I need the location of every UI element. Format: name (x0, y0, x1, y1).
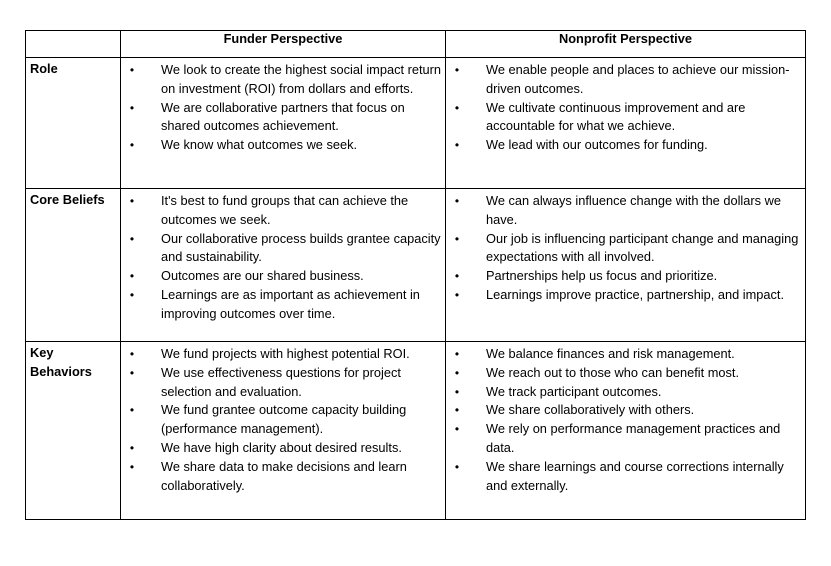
list-item (121, 230, 441, 268)
nonprofit-cell-core-beliefs (446, 189, 806, 342)
corner-cell (26, 31, 121, 58)
list-item (446, 136, 801, 155)
bullet-icon: • (129, 440, 135, 455)
bullet-icon: • (129, 194, 135, 208)
list-item-text: We know what outcomes we seek. (161, 137, 358, 153)
table-row (26, 189, 806, 342)
bullet-icon: • (454, 403, 460, 418)
list-item (121, 61, 441, 99)
list-item (121, 99, 441, 137)
list-item-text: Learnings are as important as achievement in improving outcomes over time. (161, 286, 420, 321)
bullet-icon: • (454, 287, 460, 302)
bullet-list (446, 342, 805, 495)
list-item (121, 458, 441, 496)
list-item (121, 401, 441, 439)
list-item-text: We have high clarity about desired results. (161, 439, 402, 455)
bullet-icon: • (454, 384, 460, 399)
funder-cell-key-behaviors (121, 342, 446, 520)
list-item-text: We cultivate continuous improvement and are accountable for what we achieve. (486, 99, 746, 134)
list-item (446, 364, 801, 383)
list-item (121, 345, 441, 364)
list-item (446, 383, 801, 402)
list-item-text: Outcomes are our shared business. (161, 268, 364, 284)
list-item-text: Partnerships help us focus and prioritize. (486, 268, 718, 284)
nonprofit-perspective-header: Nonprofit Perspective (446, 31, 806, 58)
bullet-icon: • (454, 194, 460, 208)
list-item (121, 364, 441, 402)
list-item-text: We rely on performance management practices and data. (486, 421, 781, 455)
list-item-text: We can always influence change with the dollars we have. (486, 193, 781, 227)
bullet-icon: • (454, 63, 460, 77)
bullet-icon: • (454, 231, 460, 246)
bullet-icon: • (454, 365, 460, 380)
bullet-icon: • (454, 138, 460, 153)
list-item-text: We are collaborative partners that focus on shared outcomes achievement. (161, 99, 405, 134)
list-item-text: We look to create the highest social impact return on investment (ROI) from dollars and efforts. (161, 62, 442, 96)
list-item-text: We balance finances and risk management. (486, 346, 735, 361)
header-row (26, 31, 806, 58)
table-row (26, 342, 806, 520)
list-item (121, 267, 441, 286)
bullet-icon: • (454, 422, 460, 437)
funder-cell-role (121, 58, 446, 189)
bullet-icon: • (454, 347, 460, 361)
list-item (121, 286, 441, 324)
list-item-text: We track participant outcomes. (486, 383, 662, 399)
bullet-icon: • (129, 138, 135, 153)
list-item-text: We lead with our outcomes for funding. (486, 137, 708, 153)
list-item-text: We fund projects with highest potential ROI. (161, 346, 410, 361)
list-item (446, 345, 801, 364)
list-item (446, 99, 801, 137)
bullet-icon: • (129, 459, 135, 474)
list-item (446, 230, 801, 268)
bullet-list (446, 58, 805, 155)
list-item-text: Our job is influencing participant change and managing expectations with all involved. (486, 230, 799, 265)
nonprofit-cell-role (446, 58, 806, 189)
list-item-text: We share learnings and course corrections internally and externally. (486, 458, 784, 493)
bullet-icon: • (454, 459, 460, 474)
bullet-list (121, 58, 445, 155)
list-item-text: We enable people and places to achieve our mission-driven outcomes. (486, 62, 790, 96)
funder-perspective-header: Funder Perspective (121, 31, 446, 58)
list-item-text: We share collaboratively with others. (486, 402, 695, 418)
bullet-icon: • (129, 63, 135, 77)
list-item-text: Learnings improve practice, partnership, and impact. (486, 286, 785, 302)
perspectives-table (25, 30, 806, 520)
list-item (121, 439, 441, 458)
bullet-icon: • (129, 100, 135, 115)
list-item (446, 420, 801, 458)
bullet-icon: • (129, 287, 135, 302)
nonprofit-cell-key-behaviors (446, 342, 806, 520)
bullet-list (121, 189, 445, 324)
list-item (446, 458, 801, 496)
bullet-icon: • (129, 347, 135, 361)
list-item-text: It's best to fund groups that can achieve the outcomes we seek. (161, 193, 409, 227)
list-item (446, 192, 801, 230)
funder-cell-core-beliefs (121, 189, 446, 342)
table-row (26, 58, 806, 189)
bullet-icon: • (129, 365, 135, 380)
list-item-text: We share data to make decisions and learn collaboratively. (161, 458, 407, 493)
bullet-icon: • (454, 100, 460, 115)
row-label-key-behaviors: Key Behaviors (26, 342, 121, 520)
list-item (446, 267, 801, 286)
list-item-text: We reach out to those who can benefit most. (486, 364, 740, 380)
bullet-icon: • (129, 403, 135, 418)
list-item (121, 136, 441, 155)
list-item (446, 61, 801, 99)
row-label-core-beliefs: Core Beliefs (26, 189, 121, 342)
row-label-role: Role (26, 58, 121, 189)
bullet-icon: • (129, 269, 135, 284)
list-item-text: We use effectiveness questions for project selection and evaluation. (161, 364, 401, 399)
list-item-text: We fund grantee outcome capacity building (performance management). (161, 402, 407, 437)
list-item (446, 286, 801, 305)
list-item-text: Our collaborative process builds grantee capacity and sustainability. (161, 230, 441, 265)
bullet-icon: • (454, 269, 460, 284)
list-item (446, 401, 801, 420)
bullet-icon: • (129, 231, 135, 246)
bullet-list (446, 189, 805, 305)
list-item (121, 192, 441, 230)
bullet-list (121, 342, 445, 495)
